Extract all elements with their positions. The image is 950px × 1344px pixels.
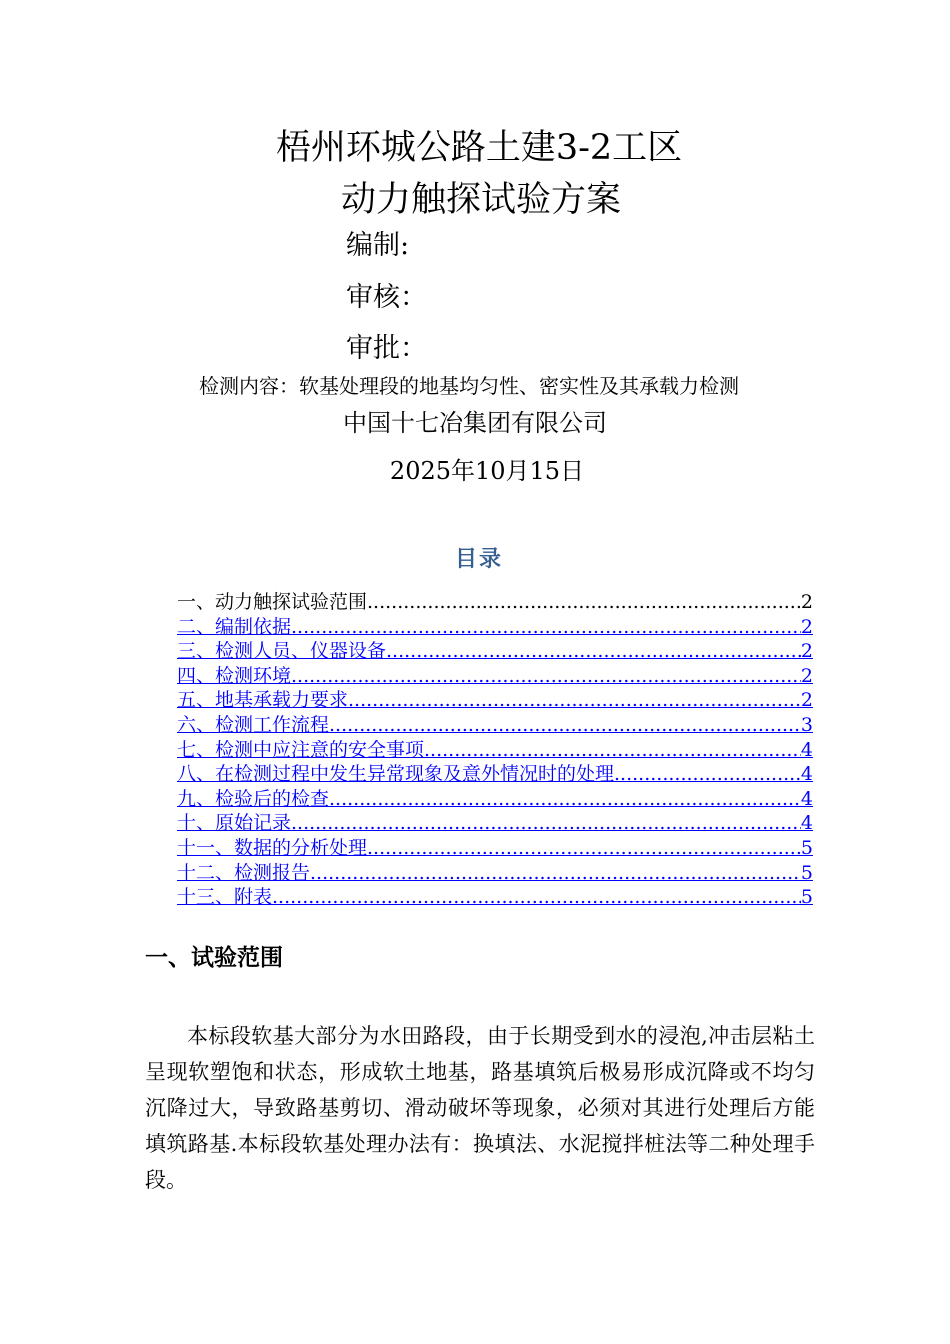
toc-entry-label: 六、检测工作流程 <box>177 713 330 736</box>
toc-entry[interactable] <box>177 639 813 664</box>
toc-entry-page: 4 <box>800 738 813 761</box>
toc-leader-dots <box>424 738 801 763</box>
toc-leader-dots <box>386 639 801 664</box>
toc-leader-dots <box>614 762 801 787</box>
toc-entry-page: 5 <box>800 836 813 859</box>
toc-entry[interactable] <box>177 688 813 713</box>
toc-entry-label: 二、编制依据 <box>177 615 292 638</box>
document-date: 2025年10月15日 <box>389 457 585 485</box>
toc-entry-label: 十、原始记录 <box>177 812 292 835</box>
document-title: 梧州环城公路土建3-2工区 <box>275 128 683 168</box>
toc-leader-dots <box>291 811 801 836</box>
toc-entry-label: 十二、检测报告 <box>177 861 311 884</box>
toc-entry-page: 4 <box>800 812 813 835</box>
toc-leader-dots <box>291 615 801 640</box>
toc-entry-page: 2 <box>800 689 813 712</box>
toc-entry-label: 七、检测中应注意的安全事项 <box>177 738 425 761</box>
document-subtitle: 动力触探试验方案 <box>340 180 621 220</box>
toc-entry-label: 八、在检测过程中发生异常现象及意外情况时的处理 <box>177 763 615 786</box>
toc-entry-page: 3 <box>800 713 813 736</box>
toc-entry-page: 5 <box>800 886 813 909</box>
toc-leader-dots <box>329 713 801 738</box>
toc-entry-label: 三、检测人员、仪器设备 <box>177 640 387 663</box>
toc-entry-label: 九、检验后的检查 <box>177 787 330 810</box>
toc-entry[interactable] <box>177 861 813 886</box>
section-heading: 一、试验范围 <box>145 945 283 971</box>
toc-entry-page: 2 <box>800 591 813 613</box>
toc-entry[interactable] <box>177 811 813 836</box>
approved-by-label: 审批： <box>346 333 427 364</box>
toc-entry-label: 十一、数据的分析处理 <box>177 836 368 859</box>
toc-entry[interactable] <box>177 836 813 861</box>
body-paragraph: 本标段软基大部分为水田路段，由于长期受到水的浸泡,冲击层粘土呈现软塑饱和状态，形成软土地基，路基填筑后极易形成沉降或不均匀沉降过大，导致路基剪切、滑动破坏等现象，必须对其进行处理后方能填筑路基.本标段软基处理办法有：换填法、水泥搅拌桩法等二种处理手段。 <box>145 1024 815 1192</box>
toc-leader-dots <box>291 664 801 689</box>
toc-entry[interactable] <box>177 590 813 615</box>
toc-entry[interactable] <box>177 762 813 787</box>
toc-entry-page: 4 <box>800 787 813 810</box>
toc-entry-label: 一、动力触探试验范围 <box>177 591 368 613</box>
toc-entry-page: 4 <box>800 763 813 786</box>
toc-entry-label: 四、检测环境 <box>177 664 292 687</box>
toc-title: 目录 <box>454 547 503 572</box>
toc-leader-dots <box>329 787 801 812</box>
inspection-scope: 检测内容：软基处理段的地基均匀性、密实性及其承载力检测 <box>199 374 739 398</box>
toc-entry-page: 5 <box>800 861 813 884</box>
compiled-by-label: 编制: <box>346 230 410 261</box>
reviewed-by-label: 审核： <box>346 282 427 313</box>
toc-entry[interactable] <box>177 885 813 910</box>
toc-entry-page: 2 <box>800 640 813 663</box>
table-of-contents <box>177 590 813 910</box>
toc-leader-dots <box>310 861 801 886</box>
toc-entry-label: 五、地基承载力要求 <box>177 689 349 712</box>
toc-entry[interactable] <box>177 713 813 738</box>
toc-entry-label: 十三、附表 <box>177 886 273 909</box>
toc-entry[interactable] <box>177 615 813 640</box>
company-name: 中国十七冶集团有限公司 <box>343 409 607 437</box>
toc-entry[interactable] <box>177 664 813 689</box>
toc-leader-dots <box>348 688 801 713</box>
toc-entry[interactable] <box>177 738 813 763</box>
toc-leader-dots <box>272 885 801 910</box>
toc-leader-dots <box>367 836 801 861</box>
toc-entry-page: 2 <box>800 615 813 638</box>
toc-entry[interactable] <box>177 787 813 812</box>
toc-leader-dots <box>367 590 801 615</box>
toc-entry-page: 2 <box>800 664 813 687</box>
